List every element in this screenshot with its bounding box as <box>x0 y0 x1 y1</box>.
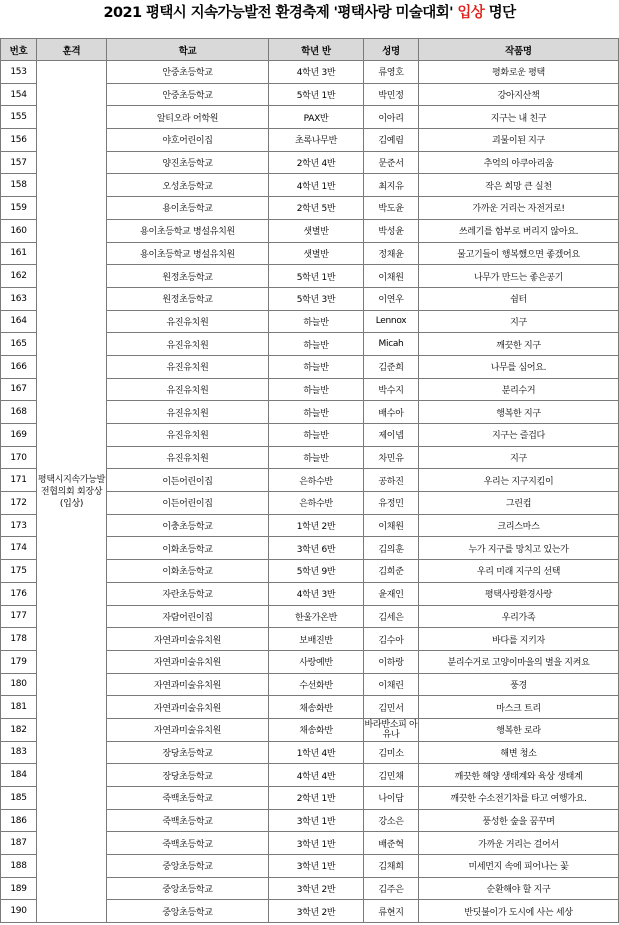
row-class: 1학년 4반 <box>269 741 364 764</box>
row-artwork: 깨끗한 수소전기차를 타고 여행가요. <box>419 787 619 810</box>
title-prefix: 2021 평택시 지속가능발전 환경축제 '평택사랑 미술대회' <box>103 5 458 21</box>
header-school: 학교 <box>107 39 269 61</box>
row-artwork: 강아지산책 <box>419 83 619 106</box>
row-number: 190 <box>1 900 37 923</box>
row-number: 189 <box>1 877 37 900</box>
row-student: 류현지 <box>364 900 419 923</box>
row-number: 169 <box>1 424 37 447</box>
row-class: 3학년 2반 <box>269 877 364 900</box>
row-student: 차민유 <box>364 446 419 469</box>
row-artwork: 괴물이된 지구 <box>419 129 619 152</box>
row-number: 158 <box>1 174 37 197</box>
row-school: 유진유치원 <box>107 310 269 333</box>
row-student: 박민정 <box>364 83 419 106</box>
row-class: 은하수반 <box>269 469 364 492</box>
row-school: 장당초등학교 <box>107 764 269 787</box>
row-number: 178 <box>1 628 37 651</box>
row-school: 용이초등학교 <box>107 197 269 220</box>
row-number: 167 <box>1 378 37 401</box>
row-student: 김주은 <box>364 877 419 900</box>
row-artwork: 우리 미래 지구의 선택 <box>419 560 619 583</box>
row-class: 5학년 1반 <box>269 83 364 106</box>
row-number: 160 <box>1 219 37 242</box>
row-artwork: 해변 청소 <box>419 741 619 764</box>
row-school: 자연과미술유치원 <box>107 673 269 696</box>
row-school: 용이초등학교 병설유치원 <box>107 242 269 265</box>
row-student: Lennox <box>364 310 419 333</box>
row-number: 183 <box>1 741 37 764</box>
row-student: 배수아 <box>364 401 419 424</box>
header-name: 성명 <box>364 39 419 61</box>
row-school: 이충초등학교 <box>107 514 269 537</box>
row-artwork: 순환해야 할 지구 <box>419 877 619 900</box>
row-artwork: 풍경 <box>419 673 619 696</box>
row-class: 4학년 1반 <box>269 174 364 197</box>
row-student: 강소은 <box>364 809 419 832</box>
row-class: 샛별반 <box>269 219 364 242</box>
row-student: 이아리 <box>364 106 419 129</box>
row-number: 172 <box>1 492 37 515</box>
row-artwork: 행복한 로라 <box>419 718 619 741</box>
row-school: 알티오라 어학원 <box>107 106 269 129</box>
row-number: 165 <box>1 333 37 356</box>
row-school: 자란초등학교 <box>107 582 269 605</box>
row-student: 이채원 <box>364 265 419 288</box>
row-class: 은하수반 <box>269 492 364 515</box>
title-suffix: 명단 <box>484 5 516 21</box>
row-school: 유진유치원 <box>107 424 269 447</box>
row-number: 171 <box>1 469 37 492</box>
row-class: 2학년 1반 <box>269 787 364 810</box>
row-artwork: 분리수거로 고양이마을의 별을 지켜요 <box>419 650 619 673</box>
row-school: 양진초등학교 <box>107 151 269 174</box>
row-class: 채송화반 <box>269 696 364 719</box>
row-number: 187 <box>1 832 37 855</box>
row-class: 4학년 3반 <box>269 61 364 84</box>
row-class: 채송화반 <box>269 718 364 741</box>
row-class: 하늘반 <box>269 310 364 333</box>
row-number: 182 <box>1 718 37 741</box>
row-artwork: 가까운 거리는 걸어서 <box>419 832 619 855</box>
row-number: 179 <box>1 650 37 673</box>
row-class: 2학년 5반 <box>269 197 364 220</box>
row-school: 유진유치원 <box>107 355 269 378</box>
row-student: 나이담 <box>364 787 419 810</box>
row-artwork: 지구 <box>419 446 619 469</box>
header-class: 학년 반 <box>269 39 364 61</box>
row-school: 중앙초등학교 <box>107 855 269 878</box>
row-artwork: 행복한 지구 <box>419 401 619 424</box>
row-artwork: 평택사랑환경사랑 <box>419 582 619 605</box>
row-school: 자연과미술유치원 <box>107 650 269 673</box>
row-class: 1학년 2반 <box>269 514 364 537</box>
row-artwork: 그린컵 <box>419 492 619 515</box>
row-student: 문준서 <box>364 151 419 174</box>
row-number: 154 <box>1 83 37 106</box>
row-class: PAX반 <box>269 106 364 129</box>
row-number: 174 <box>1 537 37 560</box>
row-number: 156 <box>1 129 37 152</box>
row-school: 자연과미술유치원 <box>107 628 269 651</box>
row-student: 배준혁 <box>364 832 419 855</box>
row-artwork: 물고기들이 행복했으면 좋겠어요 <box>419 242 619 265</box>
row-class: 사랑예반 <box>269 650 364 673</box>
row-student: 김수아 <box>364 628 419 651</box>
row-number: 168 <box>1 401 37 424</box>
row-school: 이든어린이집 <box>107 469 269 492</box>
row-class: 3학년 1반 <box>269 855 364 878</box>
row-artwork: 작은 희망 큰 실천 <box>419 174 619 197</box>
header-artwork: 작품명 <box>419 39 619 61</box>
row-student: 김미소 <box>364 741 419 764</box>
row-number: 155 <box>1 106 37 129</box>
row-artwork: 우리가족 <box>419 605 619 628</box>
row-artwork: 나무를 심어요. <box>419 355 619 378</box>
row-school: 유진유치원 <box>107 446 269 469</box>
header-number: 번호 <box>1 39 37 61</box>
row-class: 2학년 4반 <box>269 151 364 174</box>
row-student: 윤재인 <box>364 582 419 605</box>
row-class: 하늘반 <box>269 446 364 469</box>
row-school: 죽백초등학교 <box>107 787 269 810</box>
row-student: 제이넵 <box>364 424 419 447</box>
row-school: 오성초등학교 <box>107 174 269 197</box>
row-school: 자람어린이집 <box>107 605 269 628</box>
row-artwork: 추억의 아쿠아리움 <box>419 151 619 174</box>
row-number: 164 <box>1 310 37 333</box>
row-student: 박도윤 <box>364 197 419 220</box>
row-class: 하늘반 <box>269 401 364 424</box>
row-artwork: 반딧불이가 도시에 사는 세상 <box>419 900 619 923</box>
row-number: 162 <box>1 265 37 288</box>
row-student: 박수지 <box>364 378 419 401</box>
row-artwork: 풍성한 숲을 꿈꾸며 <box>419 809 619 832</box>
row-class: 5학년 1반 <box>269 265 364 288</box>
row-number: 166 <box>1 355 37 378</box>
row-student: 최지유 <box>364 174 419 197</box>
row-class: 5학년 3반 <box>269 287 364 310</box>
row-student: 김희준 <box>364 560 419 583</box>
row-artwork: 지구 <box>419 310 619 333</box>
row-student: 김채희 <box>364 855 419 878</box>
row-school: 장당초등학교 <box>107 741 269 764</box>
document-title <box>0 0 619 32</box>
row-number: 181 <box>1 696 37 719</box>
row-class: 3학년 2반 <box>269 900 364 923</box>
header-row <box>1 39 619 61</box>
row-school: 유진유치원 <box>107 401 269 424</box>
row-school: 안중초등학교 <box>107 61 269 84</box>
row-student: 이연우 <box>364 287 419 310</box>
row-school: 중앙초등학교 <box>107 900 269 923</box>
row-class: 하늘반 <box>269 333 364 356</box>
row-student: 김의훈 <box>364 537 419 560</box>
table-row <box>1 61 619 84</box>
row-school: 죽백초등학교 <box>107 832 269 855</box>
row-number: 186 <box>1 809 37 832</box>
row-class: 하늘반 <box>269 355 364 378</box>
row-artwork: 평화로운 평택 <box>419 61 619 84</box>
row-class: 5학년 9반 <box>269 560 364 583</box>
row-school: 자연과미술유치원 <box>107 696 269 719</box>
row-student: 유정민 <box>364 492 419 515</box>
row-class: 3학년 1반 <box>269 832 364 855</box>
row-number: 170 <box>1 446 37 469</box>
row-school: 안중초등학교 <box>107 83 269 106</box>
row-class: 하늘반 <box>269 378 364 401</box>
row-school: 죽백초등학교 <box>107 809 269 832</box>
row-artwork: 지구는 즐겁다 <box>419 424 619 447</box>
row-class: 3학년 6반 <box>269 537 364 560</box>
row-number: 173 <box>1 514 37 537</box>
row-student: 류영호 <box>364 61 419 84</box>
row-class: 하늘반 <box>269 424 364 447</box>
winners-table <box>0 38 619 923</box>
row-school: 이든어린이집 <box>107 492 269 515</box>
row-number: 188 <box>1 855 37 878</box>
row-number: 163 <box>1 287 37 310</box>
row-school: 이화초등학교 <box>107 537 269 560</box>
row-number: 184 <box>1 764 37 787</box>
row-school: 원정초등학교 <box>107 287 269 310</box>
row-number: 159 <box>1 197 37 220</box>
row-student: 김민채 <box>364 764 419 787</box>
row-class: 샛별반 <box>269 242 364 265</box>
row-number: 153 <box>1 61 37 84</box>
row-number: 177 <box>1 605 37 628</box>
row-artwork: 우리는 지구지킴이 <box>419 469 619 492</box>
award-cell: 평택시지속가능발전협의회 회장상(입상) <box>37 61 107 923</box>
row-student: 김준희 <box>364 355 419 378</box>
row-student: 김민서 <box>364 696 419 719</box>
row-artwork: 깨끗한 해양 생태계와 육상 생태계 <box>419 764 619 787</box>
title-highlight: 입상 <box>457 5 485 21</box>
row-student: 바라반소피 아유나 <box>364 719 418 740</box>
row-student: 김예림 <box>364 129 419 152</box>
row-class: 4학년 4반 <box>269 764 364 787</box>
row-student: 김세은 <box>364 605 419 628</box>
row-student: 이채원 <box>364 514 419 537</box>
row-student: 이채린 <box>364 673 419 696</box>
row-number: 176 <box>1 582 37 605</box>
row-school: 용이초등학교 병설유치원 <box>107 219 269 242</box>
row-class: 초록나무반 <box>269 129 364 152</box>
row-student: 공하진 <box>364 469 419 492</box>
row-school: 유진유치원 <box>107 378 269 401</box>
row-artwork: 미세먼지 속에 피어나는 꽃 <box>419 855 619 878</box>
row-artwork: 쉼터 <box>419 287 619 310</box>
row-school: 유진유치원 <box>107 333 269 356</box>
row-school: 중앙초등학교 <box>107 877 269 900</box>
row-artwork: 분리수거 <box>419 378 619 401</box>
row-student: 박성윤 <box>364 219 419 242</box>
row-class: 4학년 3반 <box>269 582 364 605</box>
row-student: 정채윤 <box>364 242 419 265</box>
row-school: 야호어린이집 <box>107 129 269 152</box>
row-number: 157 <box>1 151 37 174</box>
row-student: Micah <box>364 333 419 356</box>
row-class: 3학년 1반 <box>269 809 364 832</box>
row-artwork: 바다를 지키자 <box>419 628 619 651</box>
row-class: 한울가온반 <box>269 605 364 628</box>
row-school: 원정초등학교 <box>107 265 269 288</box>
row-number: 161 <box>1 242 37 265</box>
row-artwork: 나무가 만드는 좋은공기 <box>419 265 619 288</box>
row-class: 수선화반 <box>269 673 364 696</box>
row-student: 이하랑 <box>364 650 419 673</box>
row-number: 180 <box>1 673 37 696</box>
row-class: 보배진반 <box>269 628 364 651</box>
row-artwork: 가까운 거리는 자전거로! <box>419 197 619 220</box>
row-artwork: 지구는 내 친구 <box>419 106 619 129</box>
row-artwork: 깨끗한 지구 <box>419 333 619 356</box>
header-award: 훈격 <box>37 39 107 61</box>
row-artwork: 마스크 트리 <box>419 696 619 719</box>
row-number: 175 <box>1 560 37 583</box>
row-artwork: 쓰레기를 함부로 버리지 않아요. <box>419 219 619 242</box>
row-school: 이화초등학교 <box>107 560 269 583</box>
row-school: 자연과미술유치원 <box>107 718 269 741</box>
row-artwork: 크리스마스 <box>419 514 619 537</box>
row-number: 185 <box>1 787 37 810</box>
row-artwork: 누가 지구를 망치고 있는가 <box>419 537 619 560</box>
